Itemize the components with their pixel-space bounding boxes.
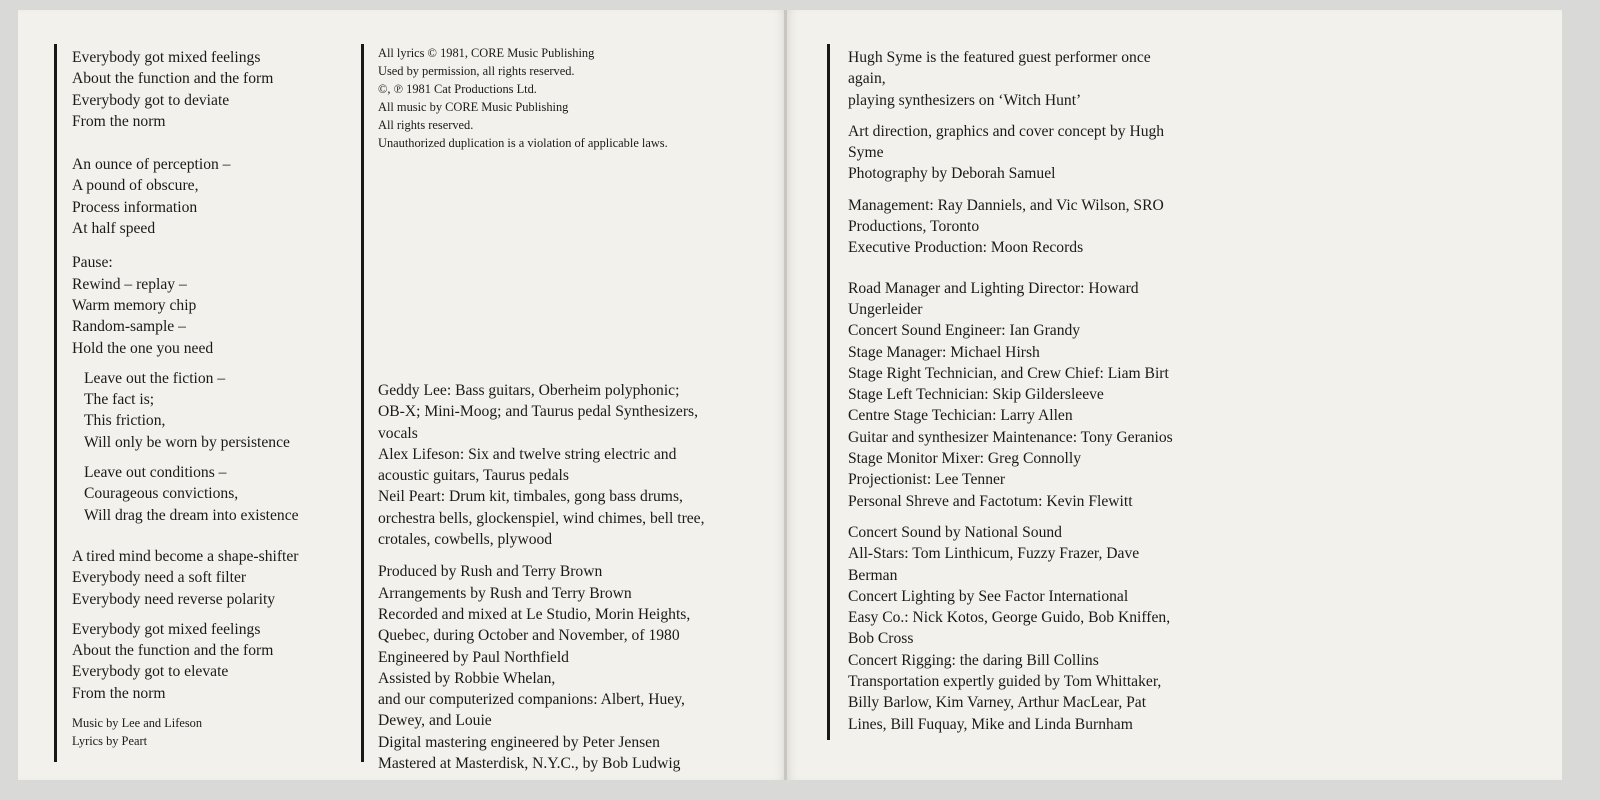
copyright-line: ©, ℗ 1981 Cat Productions Ltd. bbox=[378, 82, 537, 96]
lyrics-line: Rewind – replay – bbox=[72, 275, 187, 293]
lyrics-paragraph bbox=[72, 462, 299, 526]
credits-band-line: Neil Peart: Drum kit, timbales, gong bass drums, bbox=[378, 488, 683, 506]
column-rule bbox=[827, 44, 830, 740]
credits-band-line: Geddy Lee: Bass guitars, Oberheim polyphonic; bbox=[378, 382, 680, 399]
copyright-notice bbox=[378, 44, 668, 152]
credits-crew-line: Guitar and synthesizer Maintenance: Tony Geranios bbox=[848, 428, 1173, 446]
credits-crew-line: Management: Ray Danniels, and Vic Wilson, SRO bbox=[848, 196, 1164, 214]
credits-band-line: acoustic guitars, Taurus pedals bbox=[378, 467, 569, 485]
lyrics-line: Warm memory chip bbox=[72, 296, 197, 314]
lyrics-paragraph bbox=[72, 154, 299, 239]
credits-band-line: and our computerized companions: Albert, Huey, bbox=[378, 691, 685, 709]
lyrics-line: Process information bbox=[72, 198, 198, 216]
booklet-spine bbox=[784, 10, 787, 780]
credits-crew-line: Transportation expertly guided by Tom Whittaker, bbox=[848, 673, 1162, 691]
credits-crew-line: Concert Rigging: the daring Bill Collins bbox=[848, 651, 1099, 669]
copyright-line: Used by permission, all rights reserved. bbox=[378, 64, 575, 78]
band-credits-column bbox=[378, 380, 705, 774]
credits-crew-paragraph bbox=[848, 47, 1173, 111]
lyrics-paragraph bbox=[72, 368, 299, 453]
credits-crew-paragraph bbox=[848, 522, 1173, 735]
credits-crew-line: Productions, Toronto bbox=[848, 218, 980, 236]
credits-crew-line: Projectionist: Lee Tenner bbox=[848, 471, 1006, 489]
credits-band-line: Quebec, during October and November, of 1980 bbox=[378, 627, 680, 645]
lyrics-line: Lyrics by Peart bbox=[72, 734, 148, 749]
lyrics-line: A pound of obscure, bbox=[72, 177, 199, 195]
lyrics-line: Will only be worn by persistence bbox=[84, 433, 290, 451]
credits-band-paragraph bbox=[378, 380, 705, 550]
credits-band-paragraph bbox=[378, 561, 705, 774]
credits-band-line: Engineered by Paul Northfield bbox=[378, 648, 569, 666]
lyrics-line: A tired mind become a shape-shifter bbox=[72, 547, 299, 565]
credits-crew-paragraph bbox=[848, 195, 1173, 259]
credits-crew-line: Easy Co.: Nick Kotos, George Guido, Bob Kniffen, bbox=[848, 609, 1171, 627]
credits-crew-line: Executive Production: Moon Records bbox=[848, 239, 1084, 257]
copyright-line: All lyrics © 1981, CORE Music Publishing bbox=[378, 46, 595, 60]
lyrics-line: This friction, bbox=[84, 412, 166, 430]
credits-band-line: crotales, cowbells, plywood bbox=[378, 531, 553, 549]
credits-crew-line: Hugh Syme is the featured guest performer once bbox=[848, 49, 1151, 66]
lyrics-line: Everybody got mixed feelings bbox=[72, 49, 261, 66]
credits-crew-line: All-Stars: Tom Linthicum, Fuzzy Frazer, Dave bbox=[848, 545, 1140, 563]
credits-band-line: Recorded and mixed at Le Studio, Morin Heights, bbox=[378, 605, 691, 623]
lyrics-line: From the norm bbox=[72, 684, 166, 702]
credits-crew-line: Art direction, graphics and cover concept by Hugh bbox=[848, 122, 1165, 140]
lyrics-line: Hold the one you need bbox=[72, 339, 214, 357]
credits-band-line: Arrangements by Rush and Terry Brown bbox=[378, 584, 632, 602]
credits-crew-line: Stage Monitor Mixer: Greg Connolly bbox=[848, 450, 1082, 468]
column-rule bbox=[361, 44, 364, 762]
credits-crew-line: Concert Sound Engineer: Ian Grandy bbox=[848, 322, 1081, 340]
lyrics-paragraph bbox=[72, 546, 299, 610]
lyrics-line: Leave out conditions – bbox=[84, 464, 227, 482]
lyrics-paragraph bbox=[72, 252, 299, 358]
lyrics-line: Will drag the dream into existence bbox=[84, 506, 299, 524]
credits-crew-line: again, bbox=[848, 70, 886, 88]
lyrics-line: An ounce of perception – bbox=[72, 156, 231, 174]
lyrics-column bbox=[72, 47, 299, 750]
lyrics-line: About the function and the form bbox=[72, 642, 274, 660]
copyright-line: All music by CORE Music Publishing bbox=[378, 100, 569, 114]
credits-band-line: Assisted by Robbie Whelan, bbox=[378, 669, 556, 687]
credits-band-line: Dewey, and Louie bbox=[378, 712, 492, 730]
lyrics-paragraph bbox=[72, 619, 299, 704]
lyrics-line: Pause: bbox=[72, 254, 113, 272]
credits-crew-line: Centre Stage Techician: Larry Allen bbox=[848, 407, 1073, 425]
lyrics-line: Everybody got to elevate bbox=[72, 663, 229, 681]
copyright-line: All rights reserved. bbox=[378, 118, 474, 132]
credits-band-line: Alex Lifeson: Six and twelve string electric and bbox=[378, 445, 677, 463]
lyrics-paragraph bbox=[72, 47, 299, 132]
lyrics-paragraph bbox=[72, 714, 299, 750]
credits-crew-line: Stage Right Technician, and Crew Chief: Liam Birt bbox=[848, 364, 1169, 382]
lyrics-line: Courageous convictions, bbox=[84, 485, 239, 503]
credits-crew-line: Billy Barlow, Kim Varney, Arthur MacLear, Pat bbox=[848, 694, 1147, 712]
credits-band-line: Digital mastering engineered by Peter Jensen bbox=[378, 733, 660, 751]
lyrics-line: Random-sample – bbox=[72, 318, 186, 336]
credits-crew-line: Concert Lighting by See Factor International bbox=[848, 587, 1129, 605]
credits-crew-line: Road Manager and Lighting Director: Howard bbox=[848, 279, 1139, 297]
lyrics-line: Everybody need reverse polarity bbox=[72, 590, 276, 608]
column-rule bbox=[54, 44, 57, 762]
credits-band-line: Produced by Rush and Terry Brown bbox=[378, 563, 603, 581]
lyrics-line: Leave out the fiction – bbox=[84, 369, 226, 387]
credits-crew-paragraph bbox=[848, 278, 1173, 512]
credits-crew-line: Berman bbox=[848, 566, 898, 584]
credits-crew-line: Concert Sound by National Sound bbox=[848, 523, 1062, 541]
credits-crew-line: playing synthesizers on ‘Witch Hunt’ bbox=[848, 91, 1082, 109]
credits-band-line: orchestra bells, glockenspiel, wind chimes, bell tree, bbox=[378, 509, 705, 527]
credits-crew-line: Lines, Bill Fuquay, Mike and Linda Burnham bbox=[848, 715, 1133, 733]
credits-crew-line: Syme bbox=[848, 144, 884, 162]
credits-band-line: OB-X; Mini-Moog; and Taurus pedal Synthesizers, bbox=[378, 403, 698, 421]
credits-crew-paragraph bbox=[848, 121, 1173, 185]
credits-crew-line: Stage Left Technician: Skip Gildersleeve bbox=[848, 386, 1104, 404]
credits-crew-line: Photography by Deborah Samuel bbox=[848, 165, 1056, 183]
copyright-paragraph bbox=[378, 44, 668, 152]
credits-band-line: Mastered at Masterdisk, N.Y.C., by Bob Ludwig bbox=[378, 755, 681, 773]
credits-crew-line: Personal Shreve and Factotum: Kevin Flewitt bbox=[848, 492, 1133, 510]
copyright-line: Unauthorized duplication is a violation of applicable laws. bbox=[378, 136, 668, 150]
lyrics-line: Everybody need a soft filter bbox=[72, 569, 247, 587]
lyrics-line: From the norm bbox=[72, 112, 166, 130]
lyrics-line: About the function and the form bbox=[72, 70, 274, 88]
credits-crew-line: Ungerleider bbox=[848, 300, 923, 318]
crew-credits-column bbox=[848, 47, 1173, 735]
lyrics-line: Music by Lee and Lifeson bbox=[72, 716, 203, 731]
credits-band-line: vocals bbox=[378, 424, 418, 442]
lyrics-line: Everybody got to deviate bbox=[72, 91, 230, 109]
credits-crew-line: Stage Manager: Michael Hirsh bbox=[848, 343, 1040, 361]
lyrics-line: Everybody got mixed feelings bbox=[72, 620, 261, 638]
lyrics-line: The fact is; bbox=[84, 391, 155, 409]
credits-crew-line: Bob Cross bbox=[848, 630, 914, 648]
lyrics-line: At half speed bbox=[72, 220, 156, 238]
